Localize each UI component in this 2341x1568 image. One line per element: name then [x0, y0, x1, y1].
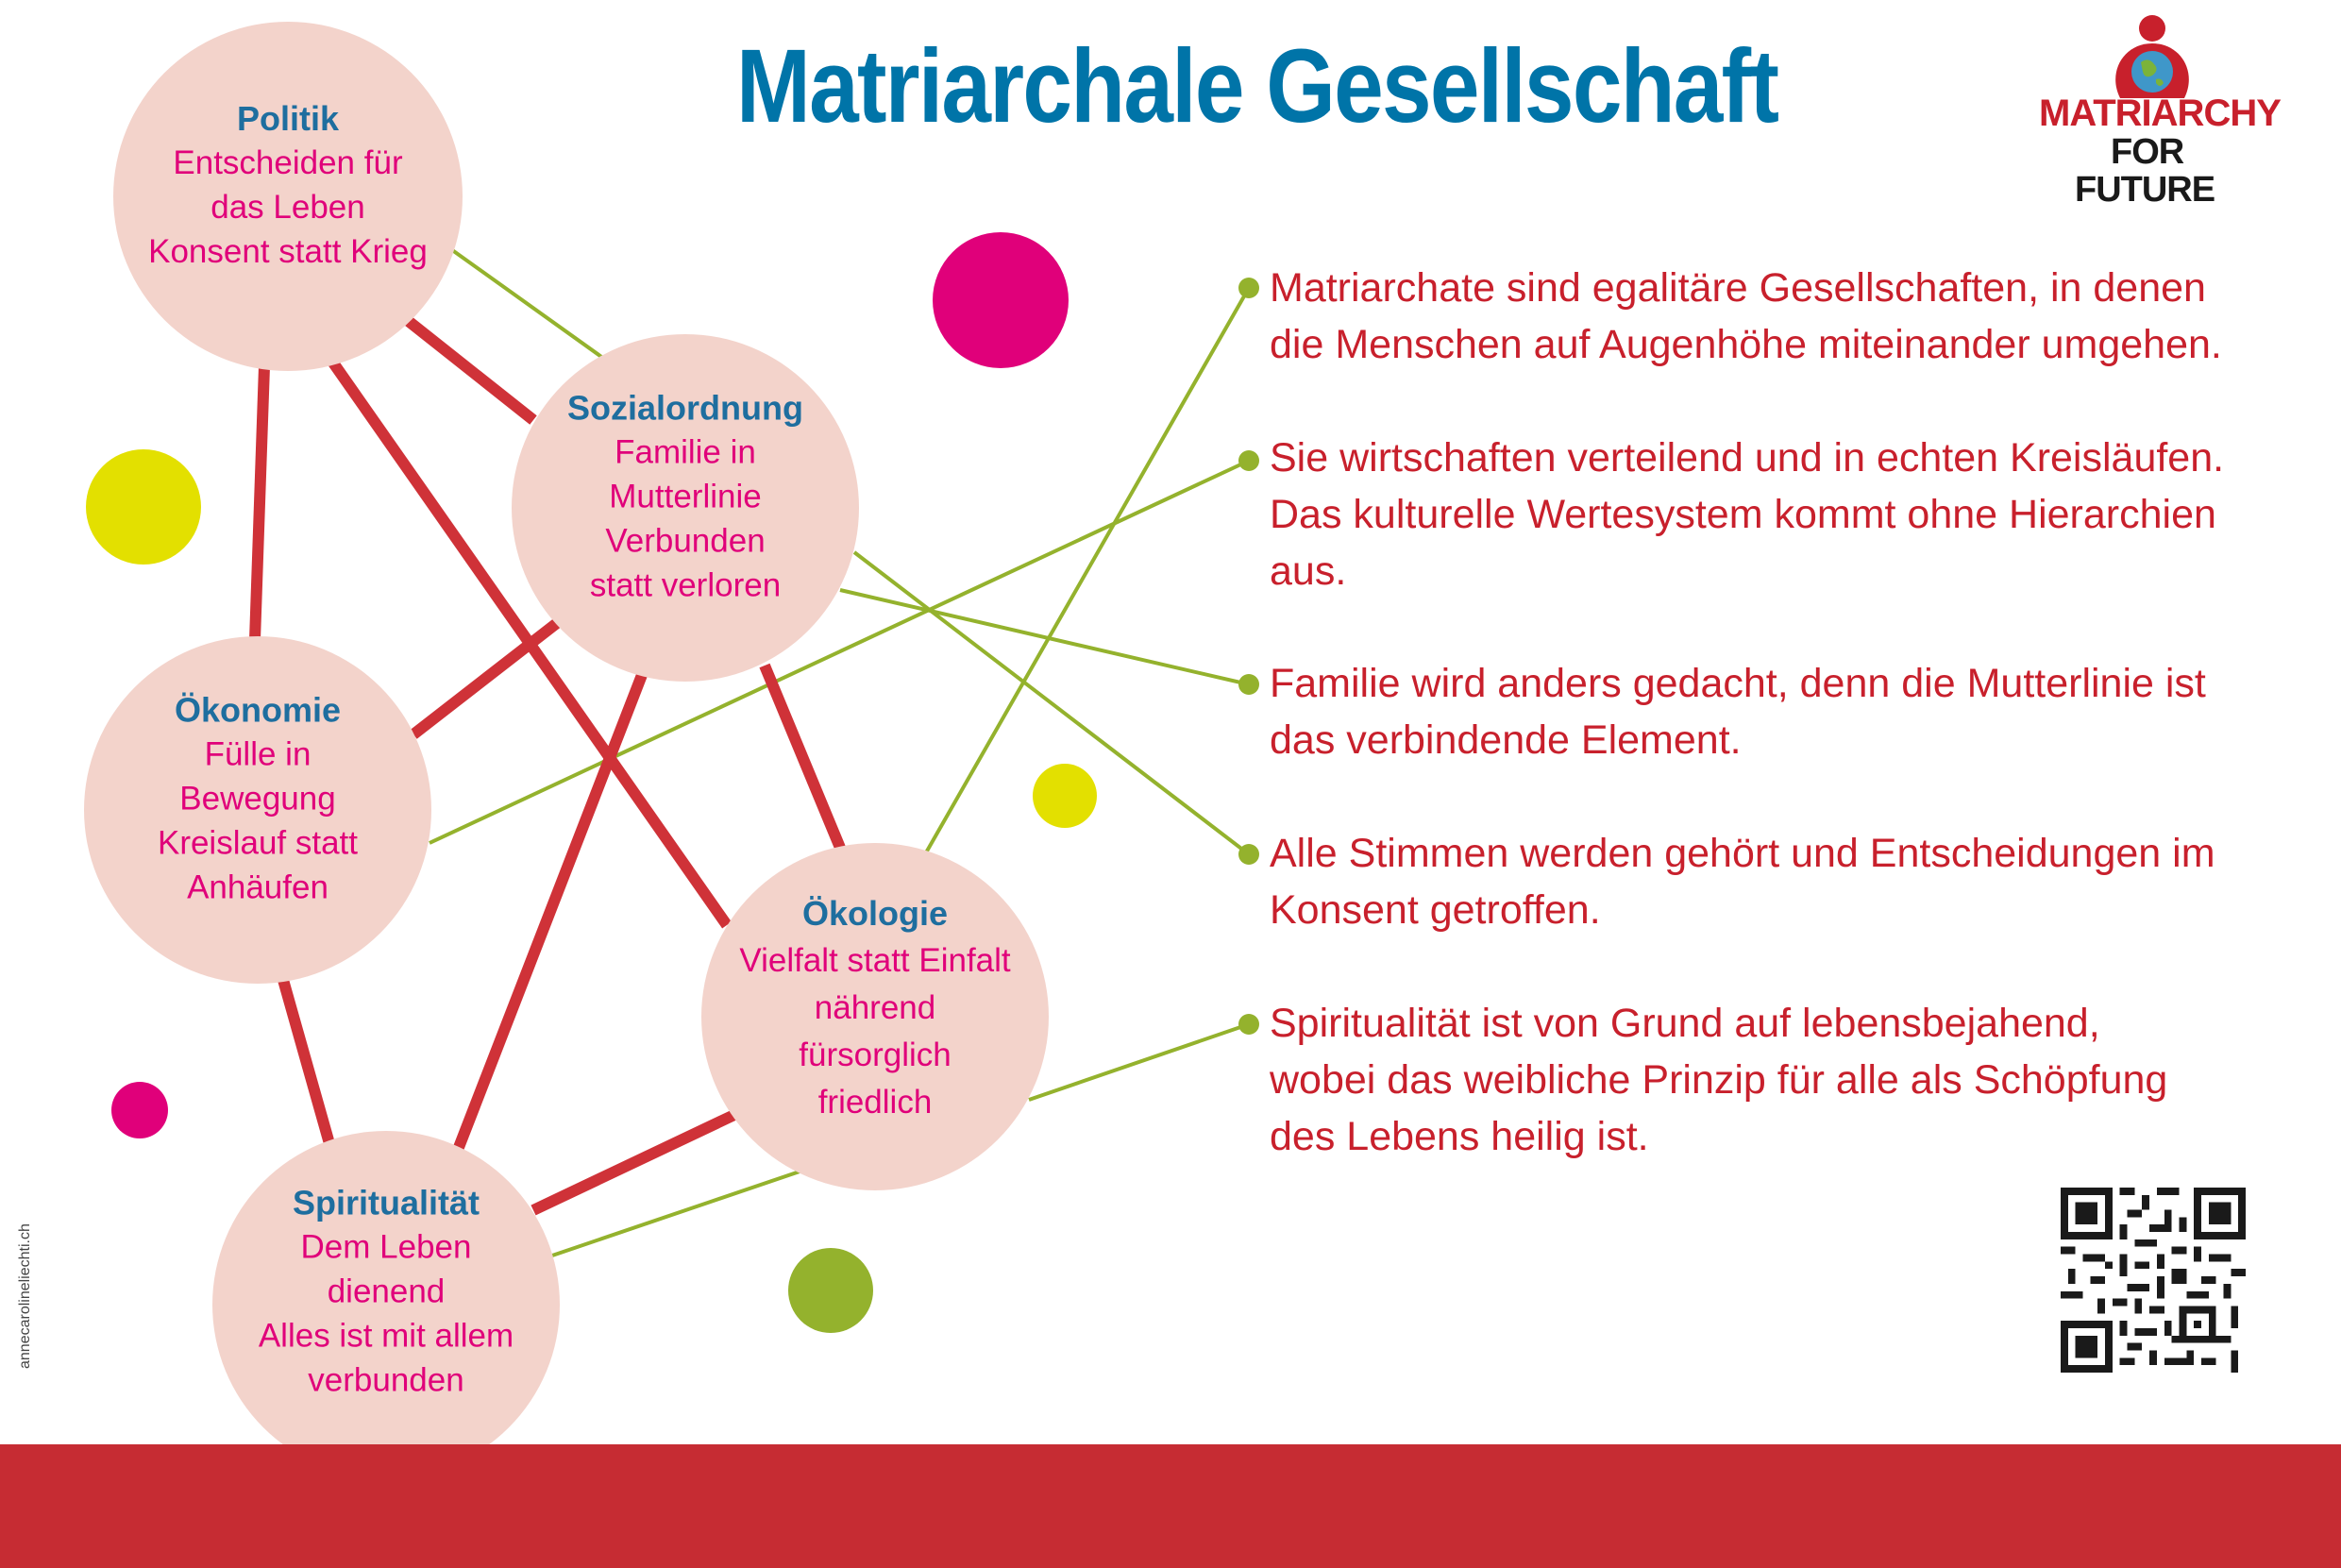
matriarchy-for-future-logo: [2029, 15, 2284, 210]
bullet-dot-3: [1238, 674, 1259, 695]
link-sozialordnung-spiritualitaet: [458, 675, 642, 1150]
statement-line: das verbindende Element.: [1270, 717, 1742, 763]
node-line: verbunden: [308, 1361, 464, 1399]
node-line: Anhäufen: [187, 868, 328, 906]
statement-line: wobei das weibliche Prinzip für alle als Schöpfung: [1270, 1057, 2168, 1103]
link-politik-to-sozialordnung: [448, 247, 604, 359]
node-line: nährend: [814, 989, 936, 1026]
node-title-oekonomie: Ökonomie: [174, 690, 342, 730]
node-line: fürsorglich: [799, 1037, 952, 1073]
statement-line: des Lebens heilig ist.: [1270, 1114, 1649, 1159]
logo-word-for: FOR: [2111, 132, 2184, 172]
page-title: Matriarchale Gesellschaft: [736, 28, 1778, 144]
link-oekonomie-spiritualitaet: [283, 980, 330, 1147]
node-title-oekologie: Ökologie: [801, 894, 949, 933]
node-title-sozialordnung: Sozialordnung: [567, 388, 803, 428]
link-sozialordnung-oekologie: [765, 666, 840, 848]
statement-4: [1270, 825, 2317, 938]
node-line: Mutterlinie: [609, 478, 762, 515]
bullet-dot-1: [1238, 278, 1259, 298]
link-sozialordnung-to-statement-3: [840, 590, 1249, 684]
mother-earth-icon: [2029, 15, 2284, 105]
statement-1: [1270, 260, 2317, 373]
node-line: Bewegung: [179, 780, 336, 818]
node-line: Vielfalt statt Einfalt: [739, 942, 1011, 979]
credit-url: annecarolineliechti.ch: [17, 1223, 33, 1369]
node-line: Entscheiden für: [173, 144, 403, 181]
statement-line: Sie wirtschaften verteilend und in echten Kreisläufen.: [1270, 435, 2225, 481]
statement-2: [1270, 430, 2317, 599]
node-sozialordnung: [506, 386, 865, 608]
statement-line: Spiritualität ist von Grund auf lebensbejahend,: [1270, 1001, 2100, 1046]
statement-line: Das kulturelle Wertesystem kommt ohne Hierarchien: [1270, 492, 2216, 537]
link-oekologie-to-statement-5: [1029, 1024, 1249, 1100]
node-line: dienend: [327, 1273, 446, 1310]
link-politik-oekonomie: [255, 366, 264, 640]
node-line: Dem Leben: [300, 1228, 472, 1266]
node-politik: [109, 96, 467, 274]
decor-dot-magenta-small: [111, 1082, 168, 1138]
node-line: Fülle in: [204, 735, 312, 773]
statement-line: Alle Stimmen werden gehört und Entscheidungen im: [1270, 831, 2215, 876]
logo-word-matriarchy: MATRIARCHY: [2039, 93, 2281, 134]
node-line: Alles ist mit allem: [258, 1317, 514, 1355]
statement-bullets: [1238, 278, 1259, 1035]
logo-word-for-future: [2075, 133, 2215, 209]
node-title-politik: Politik: [236, 99, 340, 138]
node-line: Verbunden: [605, 522, 766, 560]
logo-word-future: FUTURE: [2075, 170, 2215, 210]
bullet-dot-5: [1238, 1014, 1259, 1035]
node-line: Konsent statt Krieg: [148, 233, 428, 270]
node-line: das Leben: [211, 189, 365, 226]
decor-dot-olive: [788, 1248, 873, 1333]
decor-dot-magenta-large: [933, 232, 1069, 368]
node-line: Kreislauf statt: [157, 824, 359, 862]
node-oekologie: [696, 890, 1054, 1126]
statement-line: Matriarchate sind egalitäre Gesellschaften, in denen: [1270, 265, 2206, 311]
footer-bar: [0, 1444, 2341, 1568]
statement-3: [1270, 655, 2317, 768]
decor-dot-yellow-small: [1033, 764, 1097, 828]
statement-line: Familie wird anders gedacht, denn die Mutterlinie ist: [1270, 661, 2206, 706]
node-oekonomie: [78, 688, 437, 910]
statement-5: [1270, 995, 2317, 1165]
node-title-spiritualitaet: Spiritualität: [292, 1183, 480, 1222]
decor-dot-yellow-left: [86, 449, 201, 565]
link-oekologie-to-statement-1: [925, 288, 1249, 854]
statement-line: die Menschen auf Augenhöhe miteinander umgehen.: [1270, 322, 2222, 367]
bullet-dot-4: [1238, 844, 1259, 865]
node-line: statt verloren: [589, 566, 782, 604]
node-line: Familie in: [615, 433, 756, 471]
node-spiritualitaet: [207, 1181, 565, 1403]
node-line: friedlich: [817, 1084, 933, 1121]
statement-line: aus.: [1270, 548, 1347, 594]
bullet-dot-2: [1238, 450, 1259, 471]
qr-code: [2061, 1188, 2246, 1373]
statement-line: Konsent getroffen.: [1270, 887, 1601, 933]
